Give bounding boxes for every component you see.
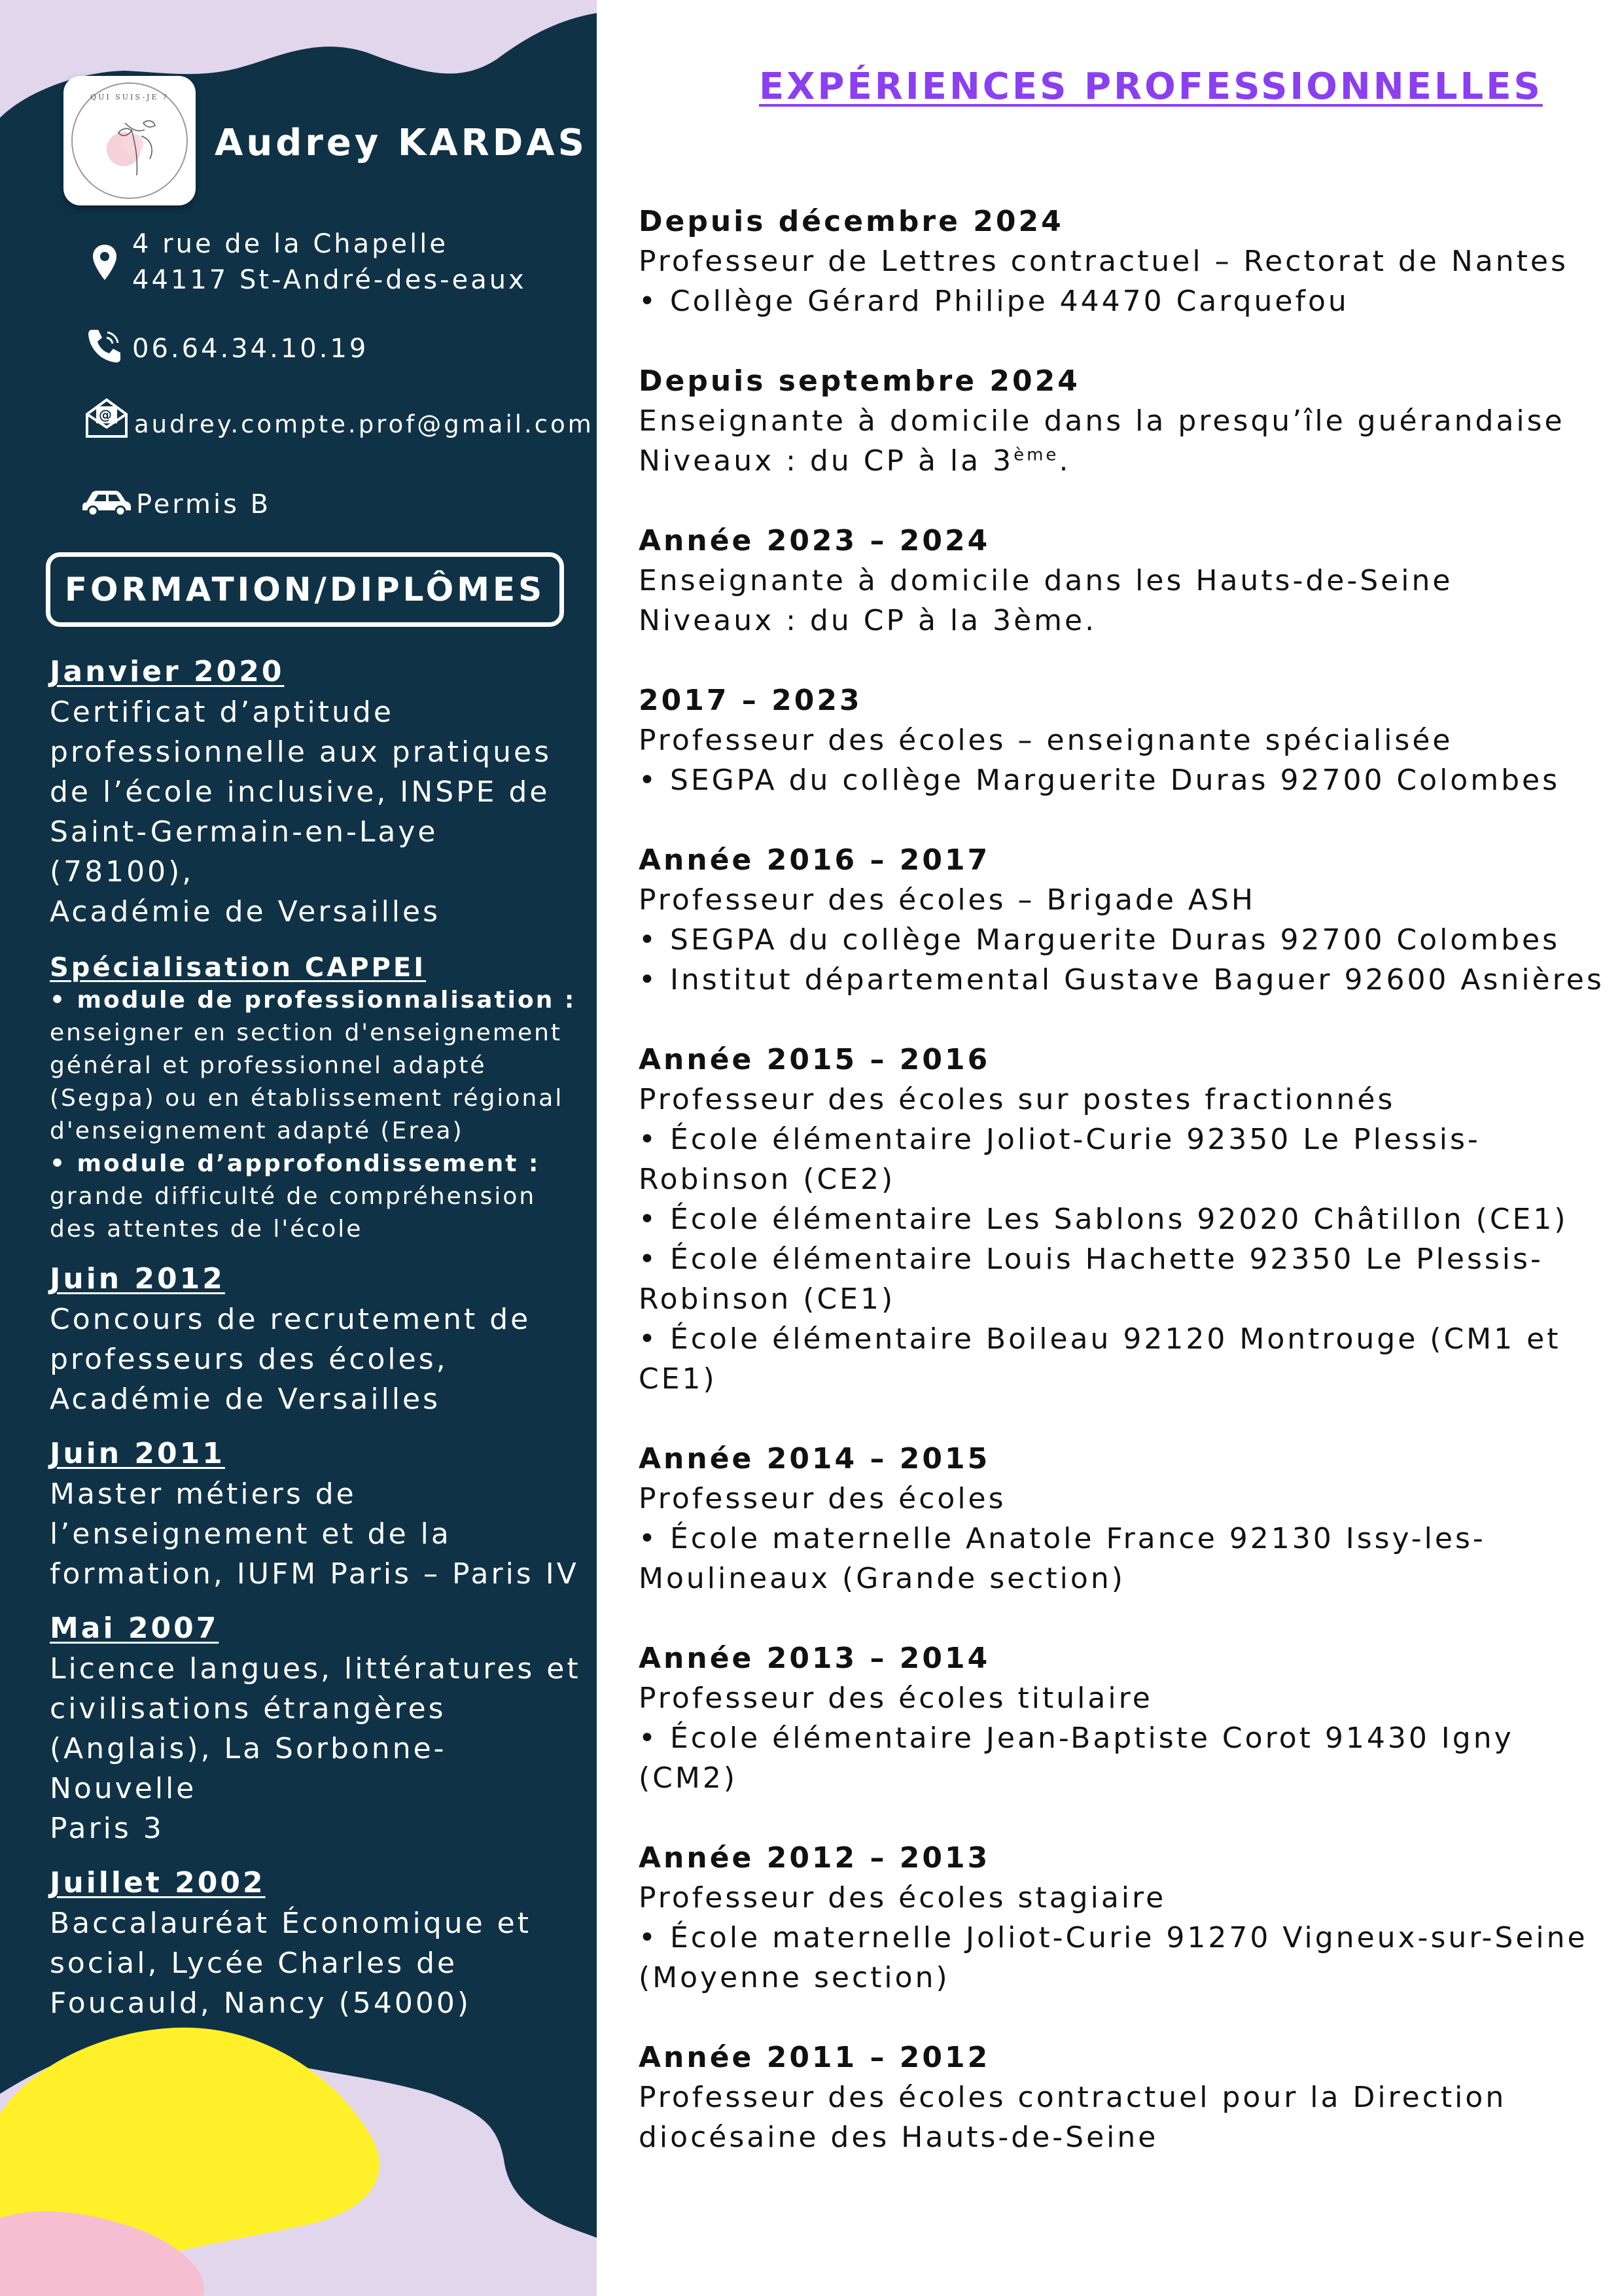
address-line-1: 4 rue de la Chapelle (132, 229, 448, 259)
experience-line: Enseignante à domicile dans la presqu’île guérandaise (639, 404, 1565, 438)
formation-desc-line: social, Lycée Charles de (50, 1947, 458, 1980)
experience-line: • Collège Gérard Philipe 44470 Carquefou (639, 285, 1349, 318)
logo-text: QUI SUIS-JE ? (90, 93, 169, 101)
experience-date: Année 2016 – 2017 (639, 843, 991, 877)
formation-date: Juin 2011 (50, 1437, 225, 1470)
experience-date: Année 2023 – 2024 (639, 524, 991, 557)
formation-desc-line: formation, IUFM Paris – Paris IV (50, 1557, 579, 1591)
experience-item (639, 1439, 1607, 1598)
experience-date: Année 2013 – 2014 (639, 1642, 991, 1675)
experience-line: Professeur des écoles (639, 1482, 1006, 1515)
formation-desc-line: l’enseignement et de la (50, 1517, 451, 1551)
experience-line: Enseignante à domicile dans les Hauts-de-Seine (639, 564, 1453, 597)
experience-item (639, 521, 1607, 641)
formation-desc-line: Master métiers de (50, 1477, 357, 1511)
experience-date: Année 2011 – 2012 (639, 2041, 991, 2074)
experience-line: • Institut départemental Gustave Baguer 92600 Asnières (639, 963, 1604, 997)
experience-date: Année 2014 – 2015 (639, 1442, 991, 1475)
module-1-line: enseigner en section d'enseignement (50, 1019, 563, 1046)
experience-date: Depuis septembre 2024 (639, 364, 1080, 398)
experience-line: Professeur des écoles stagiaire (639, 1881, 1167, 1915)
experience-date: Année 2012 – 2013 (639, 1841, 991, 1875)
formation-desc-line: Certificat d’aptitude (50, 696, 394, 729)
formation-date: Juin 2012 (50, 1262, 225, 1296)
formation-heading: FORMATION/DIPLÔMES (46, 552, 564, 627)
phone-icon (86, 327, 123, 364)
experience-item (639, 2038, 1607, 2157)
experience-line: Professeur des écoles – Brigade ASH (639, 883, 1256, 917)
experience-line: • École élémentaire Boileau 92120 Montrouge (CM1 et (639, 1322, 1561, 1356)
formation-date: Mai 2007 (50, 1612, 219, 1645)
email (99, 406, 594, 442)
flower-illustration-icon (73, 84, 186, 198)
formation-item (50, 1863, 586, 2023)
experience-heading: EXPÉRIENCES PROFESSIONNELLES (759, 65, 1543, 108)
formation-item (50, 1608, 586, 1848)
formation-item-cappei (50, 951, 586, 1246)
module-2-label: • module d’approfondissement : (50, 1150, 540, 1177)
experience-item (639, 680, 1607, 800)
formation-desc-line: (Anglais), La Sorbonne-Nouvelle (50, 1732, 447, 1805)
experience-line: Robinson (CE1) (639, 1282, 896, 1316)
sidebar (0, 0, 597, 2296)
experience-line: Professeur des écoles – enseignante spécialisée (639, 724, 1453, 757)
formation-desc-line: Licence langues, littératures et (50, 1652, 581, 1686)
formation-desc-line: civilisations étrangères (50, 1692, 446, 1725)
module-1-line: (Segpa) ou en établissement régional (50, 1085, 564, 1112)
experience-line: • École élémentaire Louis Hachette 92350 Le Plessis- (639, 1243, 1543, 1276)
experience-date: Année 2015 – 2016 (639, 1043, 991, 1076)
module-1-line: général et professionnel adapté (50, 1052, 487, 1079)
module-2-line: grande difficulté de compréhension (50, 1183, 537, 1210)
module-1-line: d'enseignement adapté (Erea) (50, 1118, 464, 1144)
email-icon (84, 397, 129, 439)
experience-item (639, 202, 1607, 321)
formation-desc-line: Concours de recrutement de (50, 1303, 531, 1336)
experience-line: Professeur des écoles sur postes fractionnés (639, 1083, 1396, 1116)
formation-item (50, 1434, 586, 1594)
experience-line: • École élémentaire Les Sablons 92020 Châtillon (CE1) (639, 1203, 1568, 1236)
formation-date: Janvier 2020 (50, 655, 285, 688)
email-address: audrey.compte.prof@gmail.com (134, 410, 594, 438)
location-pin-icon (92, 243, 118, 283)
formation-desc-line: Baccalauréat Économique et (50, 1907, 531, 1940)
experience-line: • École élémentaire Joliot-Curie 92350 Le Plessis- (639, 1123, 1481, 1156)
car-icon (81, 489, 132, 517)
experience-line: Moulineaux (Grande section) (639, 1562, 1125, 1595)
cappei-title: Spécialisation CAPPEI (50, 953, 427, 983)
experience-list (639, 202, 1607, 2197)
experience-line: Niveaux : du CP à la 3ème. (639, 604, 1097, 637)
experience-line: • SEGPA du collège Marguerite Duras 92700 Colombes (639, 923, 1560, 957)
avatar-logo (71, 82, 188, 199)
formation-item (50, 1259, 586, 1419)
phone (132, 331, 368, 367)
address (132, 226, 527, 298)
experience-line: Professeur des écoles titulaire (639, 1682, 1153, 1715)
experience-item (639, 840, 1607, 1000)
driving-licence (136, 487, 271, 523)
svg-text:@: @ (99, 407, 115, 423)
experience-line: Professeur des écoles contractuel pour la Direction (639, 2081, 1507, 2114)
main-column (597, 0, 1622, 2296)
formation-date: Juillet 2002 (50, 1866, 266, 1899)
address-line-2: 44117 St-André-des-eaux (132, 265, 527, 295)
formation-list (50, 652, 586, 2023)
experience-line: diocésaine des Hauts-de-Seine (639, 2121, 1159, 2154)
experience-line: • SEGPA du collège Marguerite Duras 92700 Colombes (639, 764, 1560, 797)
formation-desc-line: Foucauld, Nancy (54000) (50, 1987, 471, 2020)
formation-desc-line: Saint-Germain-en-Laye (78100), (50, 815, 438, 889)
experience-date: Depuis décembre 2024 (639, 205, 1064, 238)
formation-desc-line: professionnelle aux pratiques (50, 735, 552, 769)
experience-line: Robinson (CE2) (639, 1163, 896, 1196)
experience-line: (Moyenne section) (639, 1961, 950, 1994)
experience-date: 2017 – 2023 (639, 684, 862, 717)
formation-desc-line: de l’école inclusive, INSPE de (50, 775, 550, 809)
experience-line: • École maternelle Joliot-Curie 91270 Vigneux-sur-Seine (639, 1921, 1588, 1954)
experience-level-line: Niveaux : du CP à la 3ème. (639, 444, 1071, 478)
formation-desc-line: professeurs des écoles, (50, 1343, 448, 1376)
experience-item (639, 1040, 1607, 1399)
formation-desc-line: Académie de Versailles (50, 895, 441, 928)
formation-desc-line: Paris 3 (50, 1812, 164, 1845)
experience-item (639, 1638, 1607, 1798)
experience-item (639, 361, 1607, 481)
module-2-line: des attentes de l'école (50, 1216, 363, 1243)
avatar (63, 76, 196, 205)
experience-line: Professeur de Lettres contractuel – Rectorat de Nantes (639, 245, 1568, 278)
module-1-label: • module de professionnalisation : (50, 987, 576, 1014)
formation-desc-line: Académie de Versailles (50, 1383, 441, 1416)
experience-line: • École maternelle Anatole France 92130 Issy-les- (639, 1522, 1486, 1555)
experience-line: CE1) (639, 1362, 717, 1396)
licence-text: Permis B (136, 489, 272, 520)
formation-item (50, 652, 586, 932)
experience-line: • École élémentaire Jean-Baptiste Corot 91430 Igny (CM2) (639, 1722, 1514, 1795)
candidate-name: Audrey KARDAS (215, 122, 588, 164)
phone-number: 06.64.34.10.19 (132, 334, 369, 364)
experience-item (639, 1838, 1607, 1998)
